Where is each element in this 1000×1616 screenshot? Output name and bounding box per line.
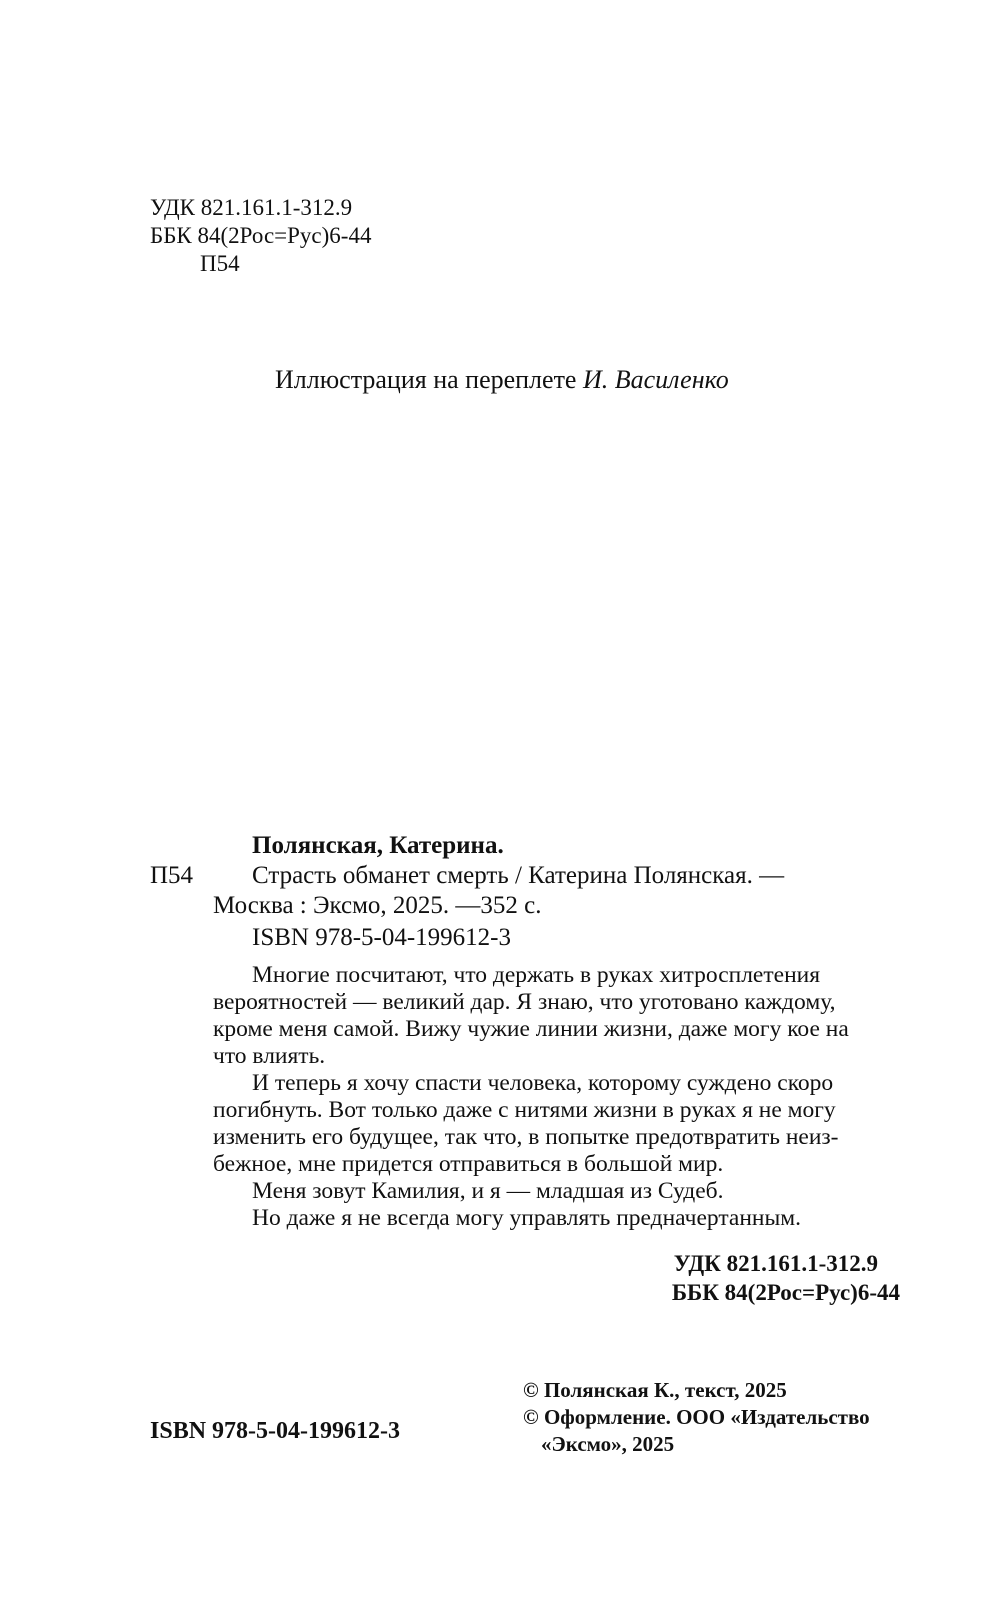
annotation-line: вероятностей — великий дар. Я знаю, что уготовано каждому,	[213, 989, 836, 1015]
footer-isbn: ISBN 978-5-04-199612-3	[150, 1418, 400, 1444]
copyright-text: © Полянская К., текст, 2025	[523, 1378, 787, 1402]
author-mark: П54	[200, 251, 240, 276]
annotation-line: изменить его будущее, так что, в попытке предотвратить неиз-	[213, 1124, 839, 1150]
entry-author-mark: П54	[150, 862, 194, 889]
entry-author: Полянская, Катерина.	[252, 832, 504, 859]
bbk-code-bold: ББК 84(2Рос=Рус)6-44	[671, 1280, 900, 1305]
annotation-line: Меня зовут Камилия, и я — младшая из Судеб.	[252, 1178, 724, 1204]
entry-isbn: ISBN 978-5-04-199612-3	[252, 924, 512, 951]
bbk-code: ББК 84(2Рос=Рус)6-44	[150, 223, 372, 248]
illustration-prefix: Иллюстрация на переплете	[275, 365, 583, 394]
entry-title-line: Страсть обманет смерть / Катерина Полянская. —	[252, 862, 785, 889]
udk-code-bold: УДК 821.161.1-312.9	[673, 1251, 878, 1276]
annotation-line: бежное, мне придется отправиться в большой мир.	[213, 1151, 724, 1177]
illustration-artist: И. Василенко	[582, 365, 729, 394]
udk-code: УДК 821.161.1-312.9	[150, 195, 353, 220]
annotation-line: погибнуть. Вот только даже с нитями жизни в руках я не могу	[213, 1097, 836, 1123]
entry-imprint-line: Москва : Эксмо, 2025. —352 с.	[213, 892, 542, 919]
copyright-design-cont: «Эксмо», 2025	[541, 1432, 675, 1456]
annotation-line: кроме меня самой. Вижу чужие линии жизни, даже могу кое на	[213, 1016, 849, 1042]
annotation-line: что влиять.	[213, 1043, 326, 1069]
annotation-line: Многие посчитают, что держать в руках хитросплетения	[252, 962, 821, 988]
annotation-line: И теперь я хочу спасти человека, которому суждено скоро	[252, 1070, 834, 1096]
copyright-design: © Оформление. ООО «Издательство	[523, 1405, 870, 1429]
annotation-line: Но даже я не всегда могу управлять предначертанным.	[252, 1205, 802, 1231]
illustration-credit	[275, 367, 729, 393]
